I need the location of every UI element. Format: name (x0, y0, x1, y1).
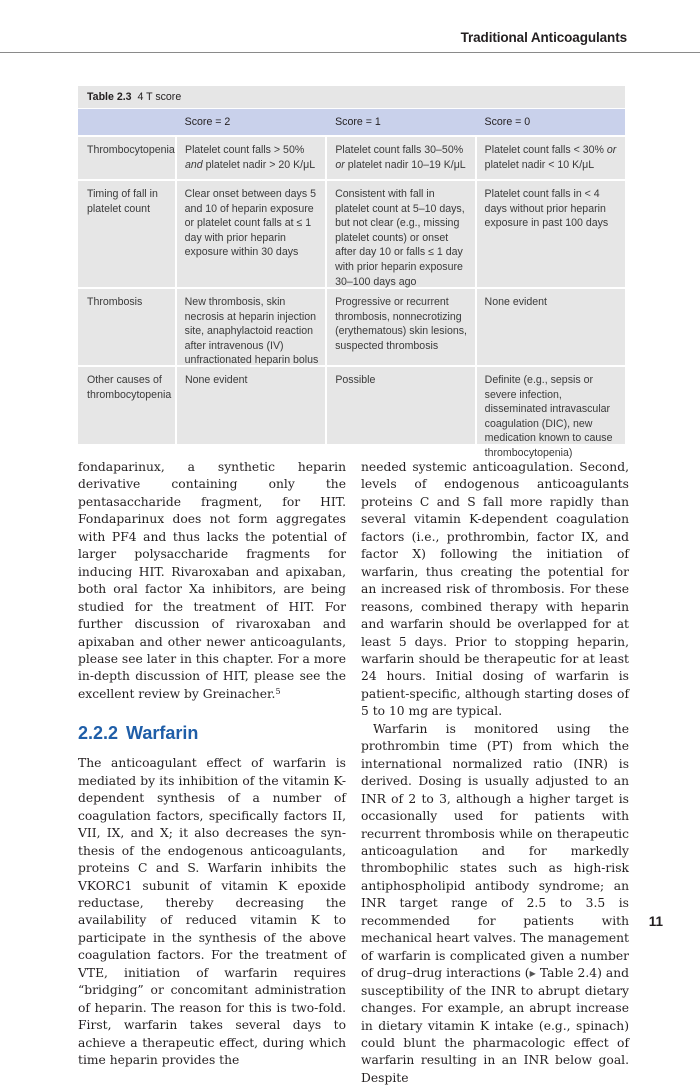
table-row (78, 137, 625, 179)
paragraph-text: fondaparinux, a synthetic heparin derivative containing only the pentasaccharide fragment, for HIT. Fondaparinux does not form aggregates with PF4 and thus lacks the potential of larger polysaccharide fragments for inducing HIT. Rivaroxaban and apixaban, both oral factor Xa inhibitors, are being studied for the treatment of HIT. For further discussion of rivaroxaban and apixaban and other newer anticoagulants, please see later in this chapter. For a more in-depth discussion of HIT, please see the excellent review by Greinacher. (78, 460, 346, 701)
table-cell: Platelet count falls in < 4 days without prior heparin exposure in past 100 days (477, 181, 625, 287)
score-table (78, 86, 625, 459)
table-row (78, 367, 625, 459)
table-cell: Platelet count falls < 30% or platelet nadir < 10 K/μL (477, 137, 625, 179)
running-head (0, 0, 700, 53)
section-number: 2.2.2 (78, 723, 119, 744)
paragraph-text: ) and susceptibility of the INR to abrupt dietary changes. For example, an abrupt increase in dietary vitamin K intake (e.g., spinach) could blunt the pharmacologic effect of warfarin resulting in an INR below goal. Despite (361, 966, 629, 1085)
table-row (78, 181, 625, 287)
table-header-cell: Score = 1 (335, 116, 381, 128)
table-cell: Clear onset between days 5 and 10 of heparin exposure or platelet count falls at ≤ 1 day with prior heparin exposure within 30 days (177, 181, 325, 287)
table-body (78, 137, 625, 459)
section-title: Warfarin (126, 723, 199, 744)
table-row-label: Timing of fall in platelet count (78, 181, 175, 287)
table-cell: Possible (327, 367, 474, 444)
table-caption (78, 86, 625, 108)
body-paragraph: The anticoagulant effect of warfarin is mediated by its inhibition of the vitamin K-dependent synthesis of a number of coagulation factors, specifically factors II, VII, IX, and X; it also decreases the synthesis of the endogenous anticoagulants, proteins C and S. Warfarin inhibits the VKORC1 subunit of vitamin K epoxide reductase, thereby decreasing the availability of reduced vitamin K to participate in the synthesis of the above coagulation factors. For the treatment of VTE, initiation of warfarin requires “bridging” or concomitant administration of heparin. The reason for this is two-fold. First, warfarin takes several days to achieve a therapeutic effect, during which time heparin provides the (78, 756, 346, 1068)
table-row-label: Thrombocytopenia (78, 137, 175, 179)
table-label: Table 2.3 (87, 91, 132, 103)
body-paragraph: needed systemic anticoagulation. Second, levels of endogenous anticoagulants proteins C and S fall more rapidly than several vitamin K-dependent coagulation factors (i.e., prothrombin, factor IX, and factor X) following the initiation of warfarin, thus creating the potential for an increased risk of thrombosis. For these reasons, combined therapy with heparin and warfarin should be overlapped for at least 5 days. Prior to stopping heparin, warfarin should be therapeutic for at least 24 hours. Initial dosing of warfarin is patient-specific, although starting doses of 5 to 10 mg are typical. (361, 460, 629, 719)
table-cell: None evident (477, 289, 625, 365)
table-cell: Platelet count falls 30–50% or platelet nadir 10–19 K/μL (327, 137, 474, 179)
cross-reference-arrow-icon: ▶ (529, 969, 536, 979)
table-title: 4 T score (137, 91, 182, 103)
table-cell: Consistent with fall in platelet count at 5–10 days, but not clear (e.g., missing platelet counts) or onset after day 10 or falls ≤ 1 day with prior heparin exposure 30–100 days ago (327, 181, 474, 287)
page-number: 11 (648, 914, 663, 929)
table-header-cell (78, 109, 175, 135)
running-head-title: Traditional Anticoagulants (460, 30, 627, 45)
right-column (361, 459, 629, 1087)
table-cross-reference-link[interactable]: Table 2.4 (535, 966, 598, 981)
body-paragraph (361, 721, 629, 1087)
table-header-cell: Score = 2 (184, 116, 231, 128)
paragraph-text: Warfarin is monitored using the prothrombin time (PT) from which the international normalized ratio (INR) is derived. Dosing is usually adjusted to an INR of 2 to 3, although a higher target is occasionally used for patients with recurrent thrombosis while on therapeutic anticoagulation and for markedly thrombophilic states such as high-risk antiphospholipid antibody syndrome; an INR target range of 2.5 to 3.5 is recommended for patients with mechanical heart valves. The management of warfarin is complicated given a number of drug–drug interactions ( (361, 721, 629, 981)
section-heading (78, 722, 346, 744)
table-row-label: Other causes of thrombocytopenia (78, 367, 175, 444)
table-cell: Definite (e.g., sepsis or severe infection, disseminated intravascular coagulation (DIC), new medication known to cause thrombocytopenia) (477, 367, 625, 444)
table-header-cell: Score = 0 (484, 116, 531, 128)
table-header-row (78, 109, 625, 135)
table-cell: Platelet count falls > 50% and platelet nadir > 20 K/μL (177, 137, 325, 179)
table-cell: None evident (177, 367, 325, 444)
table-cell: Progressive or recurrent thrombosis, nonnecrotizing (erythematous) skin lesions, suspected thrombosis (327, 289, 474, 365)
reference-number[interactable]: 5 (275, 686, 281, 696)
table-row-label: Thrombosis (78, 289, 175, 365)
table-row (78, 289, 625, 365)
left-column (78, 459, 346, 1070)
body-paragraph (78, 459, 346, 703)
table-cell: New thrombosis, skin necrosis at heparin injection site, anaphylactoid reaction after intravenous (IV) unfractionated heparin bolus (177, 289, 325, 365)
